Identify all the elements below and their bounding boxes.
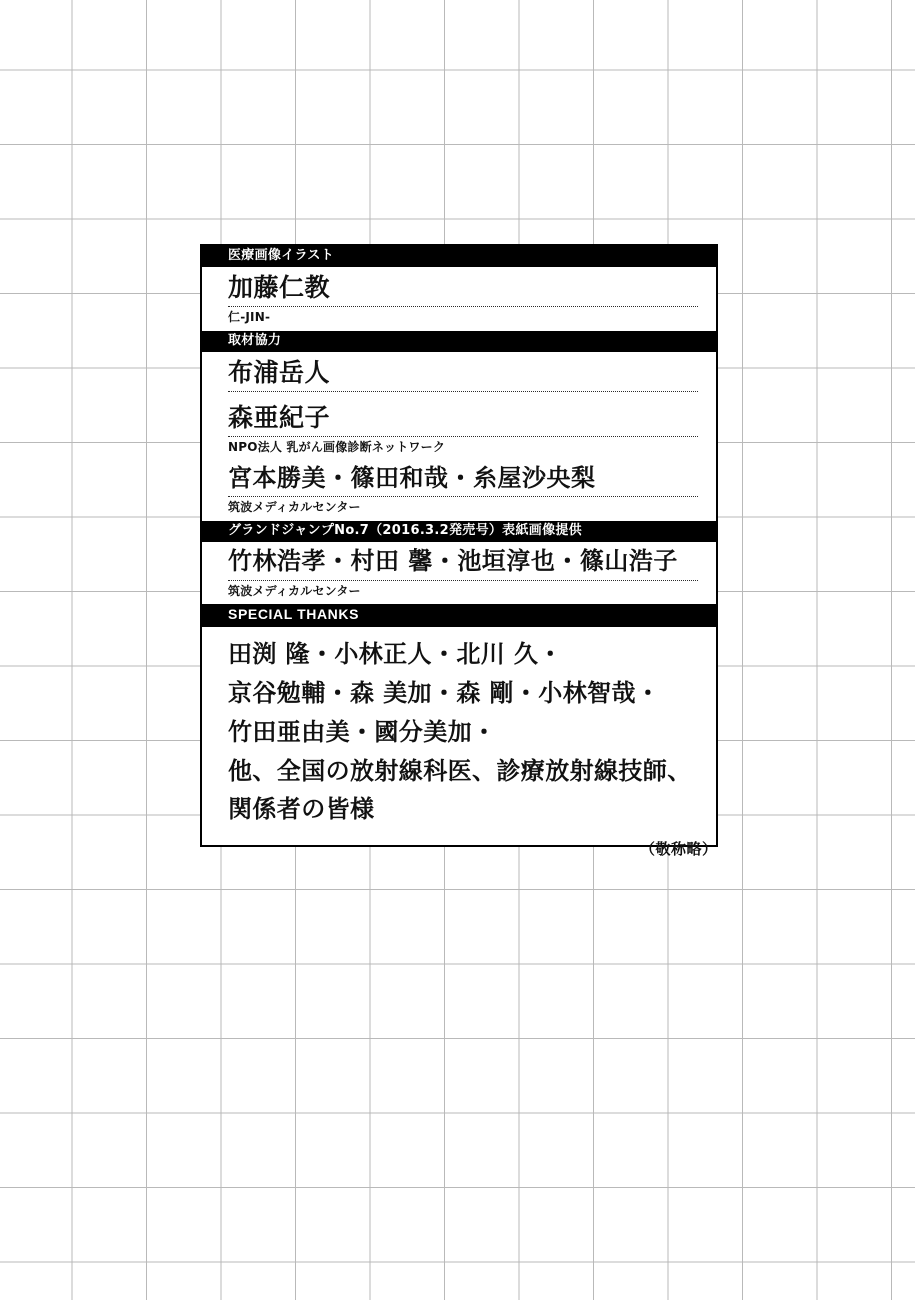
dotted-divider [228,496,698,497]
dotted-divider [228,306,698,307]
credits-panel [200,244,718,847]
dotted-divider [228,580,698,581]
credit-entry [202,461,716,521]
section-header-illustration: 医療画像イラスト [202,246,716,267]
special-thanks-line: 他、全国の放射線科医、診療放射線技師、 [228,756,692,785]
credit-affiliation: NPO法人 乳がん画像診断ネットワーク [228,440,446,455]
credit-entry [202,399,716,461]
special-thanks-line: 竹田亜由美・國分美加・ [228,717,497,746]
credit-entry [202,542,716,604]
credits-section-cover-image [202,521,716,605]
special-thanks-list [202,627,716,845]
credit-name: 布浦岳人 [228,358,331,388]
dotted-divider [228,436,698,437]
credit-affiliation: 仁-JIN- [228,310,271,325]
special-thanks-line: 関係者の皆様 [228,795,375,824]
credit-affiliation: 筑波メディカルセンター [228,583,361,598]
credit-affiliation: 筑波メディカルセンター [228,500,361,515]
honorific-note: （敬称略） [640,840,718,858]
credit-name: 加藤仁教 [228,273,331,303]
credits-section-illustration [202,246,716,331]
dotted-divider [228,391,698,392]
credit-name: 森亜紀子 [228,403,331,433]
credits-section-special-thanks [202,604,716,845]
credits-section-research-cooperation [202,331,716,521]
credit-name: 竹林浩孝・村田 馨・池垣淳也・篠山浩子 [228,547,678,576]
special-thanks-line: 京谷勉輔・森 美加・森 剛・小林智哉・ [228,678,661,707]
section-header-research-cooperation: 取材協力 [202,331,716,352]
section-header-cover-image: グランドジャンプNo.7（2016.3.2発売号）表紙画像提供 [202,521,716,542]
credit-name: 宮本勝美・篠田和哉・糸屋沙央梨 [228,463,596,492]
credit-entry [202,267,716,331]
special-thanks-line: 田渕 隆・小林正人・北川 久・ [228,639,563,668]
credit-entry [202,352,716,399]
section-header-special-thanks: SPECIAL THANKS [202,604,716,627]
